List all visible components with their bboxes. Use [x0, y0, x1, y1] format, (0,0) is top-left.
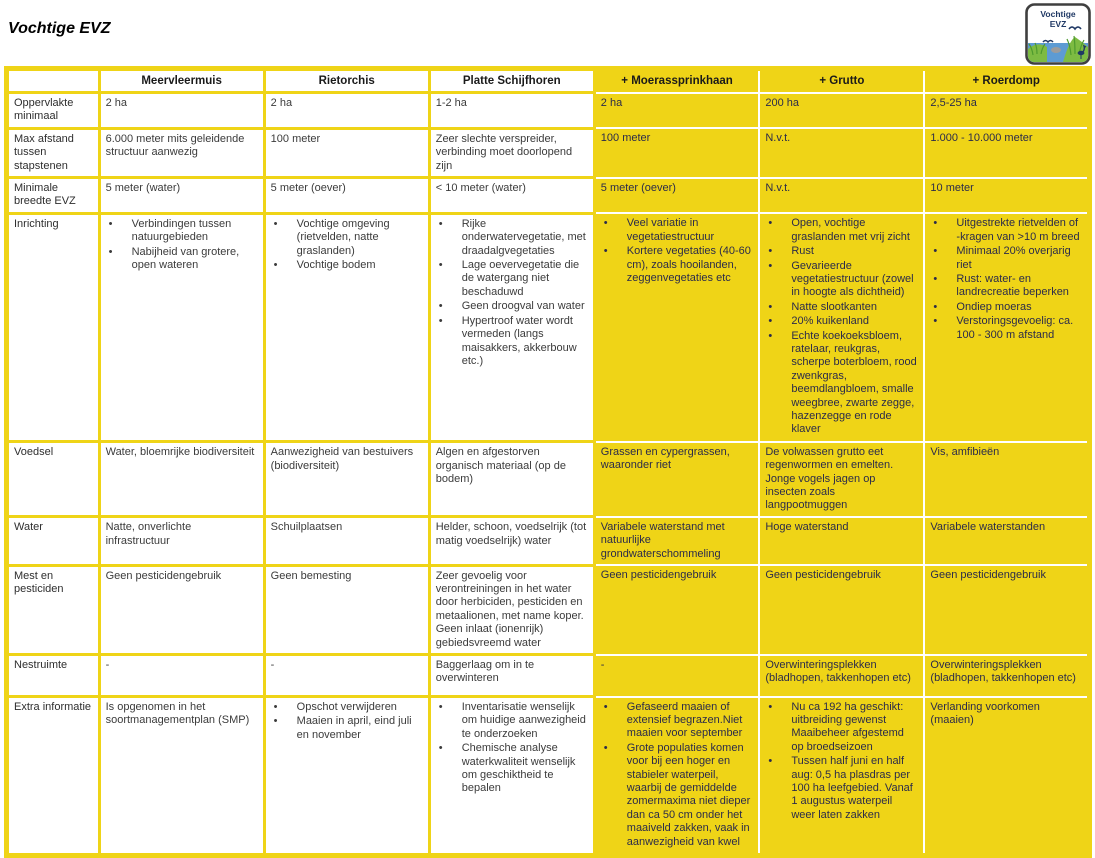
bullet-marker: • [768, 315, 773, 328]
row-label-minimale-breedte-evz: Minimale breedte EVZ [7, 178, 100, 214]
table-cell-nestruimte-moerassprinkhaan: - [594, 655, 759, 697]
bullet-marker: • [603, 245, 608, 258]
bullet-marker: • [768, 217, 773, 230]
table-cell-mest-en-pesticiden-grutto: Geen pesticidengebruik [759, 565, 924, 654]
table-cell-mest-en-pesticiden-roerdomp: Geen pesticidengebruik [924, 565, 1089, 654]
row-label-mest-en-pesticiden: Mest en pesticiden [7, 565, 100, 654]
table-cell-max-afstand-tussen-stapstenen-moerassprinkhaan: 100 meter [594, 128, 759, 177]
bullet-marker: • [438, 217, 443, 230]
table-cell-mest-en-pesticiden-moerassprinkhaan: Geen pesticidengebruik [594, 565, 759, 654]
bullet-item [106, 246, 258, 273]
bullet-item [765, 245, 918, 258]
bullet-item [765, 301, 918, 314]
bullet-marker: • [933, 217, 938, 230]
bullet-text: Lage oevervegetatie die de watergang niet beschaduwd [461, 259, 580, 298]
column-header-rietorchis: Rietorchis [264, 69, 429, 93]
column-header-roerdomp: + Roerdomp [924, 69, 1089, 93]
table-cell-extra-informatie-moerassprinkhaan [594, 697, 759, 856]
bullet-marker: • [603, 217, 608, 230]
bullet-item [436, 218, 588, 258]
bullet-text: Opschot verwijderen [296, 701, 397, 714]
bullet-text: Rust [791, 245, 814, 258]
table-cell-nestruimte-platte-schijfhoren: Baggerlaag om in te overwinteren [429, 655, 594, 697]
bullet-marker: • [933, 300, 938, 313]
bullet-marker: • [933, 315, 938, 328]
table-cell-oppervlakte-minimaal-moerassprinkhaan: 2 ha [594, 93, 759, 129]
table-cell-nestruimte-roerdomp: Overwinteringsplekken (bladhopen, takkenhopen etc) [924, 655, 1089, 697]
bullet-marker: • [768, 329, 773, 342]
bullet-text: Ondiep moeras [956, 300, 1032, 313]
bullet-item [930, 315, 1082, 342]
bullet-text: Open, vochtige graslanden met vrij zicht [791, 217, 910, 243]
page-header [0, 0, 1095, 66]
bullet-text: Verstoringsgevoelig: ca. 100 - 300 m afstand [956, 315, 1074, 341]
table-cell-mest-en-pesticiden-platte-schijfhoren: Zeer gevoelig voor verontreiningen in het water door herbiciden, pesticiden en metaalionen, met name koper. Geen inlaat (ionenrijk) gebiedsvreemd water [429, 565, 594, 654]
bullet-item [436, 701, 588, 741]
table-cell-voedsel-moerassprinkhaan: Grassen en cypergrassen, waaronder riet [594, 442, 759, 517]
bullet-item [765, 330, 918, 437]
table-cell-minimale-breedte-evz-meervleermuis: 5 meter (water) [99, 178, 264, 214]
bullet-item [765, 755, 918, 822]
bullet-text: Echte koekoeksbloem, ratelaar, reukgras, scherpe boterbloem, rood zwenkgras, beemdlangbloem, smalle weegbree, zwarte zegge, hazenzegge en rode klaver [791, 329, 917, 436]
row-label-max-afstand-tussen-stapstenen: Max afstand tussen stapstenen [7, 128, 100, 177]
bullet-text: Vochtige omgeving (rietvelden, natte graslanden) [296, 217, 390, 257]
table-cell-oppervlakte-minimaal-roerdomp: 2,5-25 ha [924, 93, 1089, 129]
page-title: Vochtige EVZ [8, 20, 111, 37]
table-cell-water-meervleermuis: Natte, onverlichte infrastructuur [99, 517, 264, 565]
table-cell-extra-informatie-rietorchis [264, 697, 429, 856]
bullet-text: Rust: water- en landrecreatie beperken [956, 272, 1069, 299]
table-row-inrichting [7, 213, 1090, 442]
table-cell-max-afstand-tussen-stapstenen-rietorchis: 100 meter [264, 128, 429, 177]
bullet-marker: • [438, 701, 443, 714]
row-label-oppervlakte-minimaal: Oppervlakte minimaal [7, 93, 100, 129]
bullet-marker: • [273, 715, 278, 728]
bullet-item [601, 217, 754, 244]
table-cell-voedsel-meervleermuis: Water, bloemrijke biodiversiteit [99, 442, 264, 517]
logo-animal [1051, 47, 1061, 53]
table-cell-inrichting-platte-schijfhoren [429, 213, 594, 442]
table-cell-extra-informatie-platte-schijfhoren [429, 697, 594, 856]
bullet-text: Inventarisatie wenselijk om huidige aanwezigheid te onderzoeken [461, 701, 586, 740]
bullet-marker: • [768, 259, 773, 272]
bullet-item [930, 301, 1082, 314]
bullet-text: Natte slootkanten [791, 300, 877, 313]
row-label-inrichting: Inrichting [7, 213, 100, 442]
bullet-text: Grote populaties komen voor bij een hoger en stabieler waterpeil, waarbij de gemiddelde zomermaxima niet dieper dan ca 50 cm onder het maaiveld zakken, vaak in aanwezigheid van kwel [626, 741, 751, 848]
table-row-max-afstand-tussen-stapstenen [7, 128, 1090, 177]
bullet-item [765, 701, 918, 755]
bullet-marker: • [768, 245, 773, 258]
table-cell-mest-en-pesticiden-rietorchis: Geen bemesting [264, 565, 429, 654]
table-cell-extra-informatie-grutto [759, 697, 924, 856]
table-cell-nestruimte-grutto: Overwinteringsplekken (bladhopen, takkenhopen etc) [759, 655, 924, 697]
bullet-item [765, 217, 918, 244]
bullet-text: Minimaal 20% overjarig riet [956, 245, 1071, 271]
table-cell-extra-informatie-meervleermuis: Is opgenomen in het soortmanagementplan (SMP) [99, 697, 264, 856]
table-row-oppervlakte-minimaal [7, 93, 1090, 129]
header-row [7, 69, 1090, 93]
bullet-item [930, 273, 1082, 300]
bullet-text: Vochtige bodem [296, 259, 376, 272]
bullet-text: Nabijheid van grotere, open wateren [131, 245, 240, 272]
table-row-voedsel [7, 442, 1090, 517]
bullet-item [765, 315, 918, 328]
table-cell-minimale-breedte-evz-roerdomp: 10 meter [924, 178, 1089, 214]
bullet-item [601, 701, 754, 741]
bullet-marker: • [438, 300, 443, 313]
bullet-item [930, 217, 1082, 244]
table-cell-voedsel-rietorchis: Aanwezigheid van bestuivers (biodiversiteit) [264, 442, 429, 517]
bullet-text: Maaien in april, eind juli en november [296, 715, 412, 741]
table-cell-water-moerassprinkhaan: Variabele waterstand met natuurlijke grondwaterschommeling [594, 517, 759, 565]
bullet-item [436, 742, 588, 796]
bullet-item [930, 245, 1082, 272]
bullet-text: Gefaseerd maaien of extensief begrazen.Niet maaien voor september [626, 700, 743, 740]
table-row-extra-informatie [7, 697, 1090, 856]
table-cell-nestruimte-rietorchis: - [264, 655, 429, 697]
bullet-text: Verbindingen tussen natuurgebieden [131, 217, 232, 244]
corner-cell [7, 69, 100, 93]
bullet-text: Chemische analyse waterkwaliteit wenselijk om geschiktheid te bepalen [461, 742, 576, 795]
row-label-water: Water [7, 517, 100, 565]
bullet-marker: • [768, 700, 773, 713]
bullet-item [436, 259, 588, 299]
table-cell-inrichting-meervleermuis [99, 213, 264, 442]
bullet-marker: • [933, 245, 938, 258]
evz-requirements-table [4, 66, 1092, 858]
table-cell-oppervlakte-minimaal-grutto: 200 ha [759, 93, 924, 129]
table-cell-inrichting-rietorchis [264, 213, 429, 442]
bullet-marker: • [273, 259, 278, 272]
table-cell-voedsel-grutto: De volwassen grutto eet regenwormen en emelten. Jonge vogels jagen op insecten zoals langpootmuggen [759, 442, 924, 517]
table-cell-inrichting-roerdomp [924, 213, 1089, 442]
table-cell-max-afstand-tussen-stapstenen-roerdomp: 1.000 - 10.000 meter [924, 128, 1089, 177]
table-cell-minimale-breedte-evz-moerassprinkhaan: 5 meter (oever) [594, 178, 759, 214]
column-header-meervleermuis: Meervleermuis [99, 69, 264, 93]
bullet-marker: • [438, 259, 443, 272]
row-label-voedsel: Voedsel [7, 442, 100, 517]
bullet-text: Nu ca 192 ha geschikt: uitbreiding gewenst Maaibeheer afgestemd op broedseizoen [791, 700, 904, 753]
bullet-marker: • [768, 755, 773, 768]
bullet-item [271, 715, 423, 742]
column-header-platte-schijfhoren: Platte Schijfhoren [429, 69, 594, 93]
bullet-item [765, 260, 918, 300]
bullet-text: Tussen half juni en half aug: 0,5 ha plasdras per 100 ha leefgebied. Vanaf 1 augustus waterpeil weer laten zakken [791, 755, 913, 821]
bullet-text: Kortere vegetaties (40-60 cm), zoals hooilanden, zeggenvegetaties etc [626, 245, 751, 284]
table-cell-voedsel-platte-schijfhoren: Algen en afgestorven organisch materiaal (op de bodem) [429, 442, 594, 517]
table-cell-water-platte-schijfhoren: Helder, schoon, voedselrijk (tot matig voedselrijk) water [429, 517, 594, 565]
table-cell-minimale-breedte-evz-grutto: N.v.t. [759, 178, 924, 214]
row-label-nestruimte: Nestruimte [7, 655, 100, 697]
bullet-marker: • [438, 314, 443, 327]
table-cell-extra-informatie-roerdomp: Verlanding voorkomen (maaien) [924, 697, 1089, 856]
bullet-text: Geen droogval van water [461, 300, 585, 313]
row-label-extra-informatie: Extra informatie [7, 697, 100, 856]
table-cell-max-afstand-tussen-stapstenen-grutto: N.v.t. [759, 128, 924, 177]
bullet-text: Uitgestrekte rietvelden of -kragen van >10 m breed [956, 217, 1080, 243]
table-row-minimale-breedte-evz [7, 178, 1090, 214]
bullet-item [271, 259, 423, 272]
table-cell-minimale-breedte-evz-rietorchis: 5 meter (oever) [264, 178, 429, 214]
table-cell-minimale-breedte-evz-platte-schijfhoren: < 10 meter (water) [429, 178, 594, 214]
bullet-item [601, 742, 754, 849]
column-header-grutto: + Grutto [759, 69, 924, 93]
table-cell-oppervlakte-minimaal-platte-schijfhoren: 1-2 ha [429, 93, 594, 129]
bullet-item [271, 701, 423, 714]
table-row-water [7, 517, 1090, 565]
bullet-item [271, 218, 423, 258]
bullet-text: Hypertroof water wordt vermeden (langs maisakkers, akkerbouw etc.) [461, 314, 577, 367]
bullet-item [601, 245, 754, 285]
bullet-text: Gevarieerde vegetatiestructuur (zowel in hoogte als dichtheid) [791, 259, 914, 299]
bullet-marker: • [273, 701, 278, 714]
table-cell-water-roerdomp: Variabele waterstanden [924, 517, 1089, 565]
bullet-marker: • [108, 245, 113, 258]
bullet-marker: • [273, 217, 278, 230]
table-cell-water-rietorchis: Schuilplaatsen [264, 517, 429, 565]
table-row-mest-en-pesticiden [7, 565, 1090, 654]
table-row-nestruimte [7, 655, 1090, 697]
table-cell-inrichting-moerassprinkhaan [594, 213, 759, 442]
bullet-item [436, 300, 588, 313]
table-cell-water-grutto: Hoge waterstand [759, 517, 924, 565]
table-cell-max-afstand-tussen-stapstenen-meervleermuis: 6.000 meter mits geleidende structuur aanwezig [99, 128, 264, 177]
column-header-moerassprinkhaan: + Moerassprinkhaan [594, 69, 759, 93]
table-cell-max-afstand-tussen-stapstenen-platte-schijfhoren: Zeer slechte verspreider, verbinding moet doorlopend zijn [429, 128, 594, 177]
bullet-item [106, 218, 258, 245]
logo-text-line1: Vochtige [1040, 9, 1076, 19]
logo-text-line2: EVZ [1049, 19, 1067, 29]
bullet-marker: • [108, 217, 113, 230]
bullet-text: Veel variatie in vegetatiestructuur [626, 217, 715, 243]
bullet-text: 20% kuikenland [791, 315, 870, 328]
bullet-marker: • [438, 742, 443, 755]
bullet-item [436, 315, 588, 369]
table-cell-mest-en-pesticiden-meervleermuis: Geen pesticidengebruik [99, 565, 264, 654]
bullet-marker: • [933, 272, 938, 285]
bullet-text: Rijke onderwatervegetatie, met draadalgvegetaties [461, 217, 586, 257]
logo-illustration [1025, 3, 1091, 65]
table-cell-oppervlakte-minimaal-meervleermuis: 2 ha [99, 93, 264, 129]
table-cell-nestruimte-meervleermuis: - [99, 655, 264, 697]
bullet-marker: • [603, 700, 608, 713]
bullet-marker: • [603, 741, 608, 754]
table-cell-voedsel-roerdomp: Vis, amfibieën [924, 442, 1089, 517]
table-cell-inrichting-grutto [759, 213, 924, 442]
bullet-marker: • [768, 300, 773, 313]
table-cell-oppervlakte-minimaal-rietorchis: 2 ha [264, 93, 429, 129]
vochtige-evz-logo [1025, 3, 1091, 65]
